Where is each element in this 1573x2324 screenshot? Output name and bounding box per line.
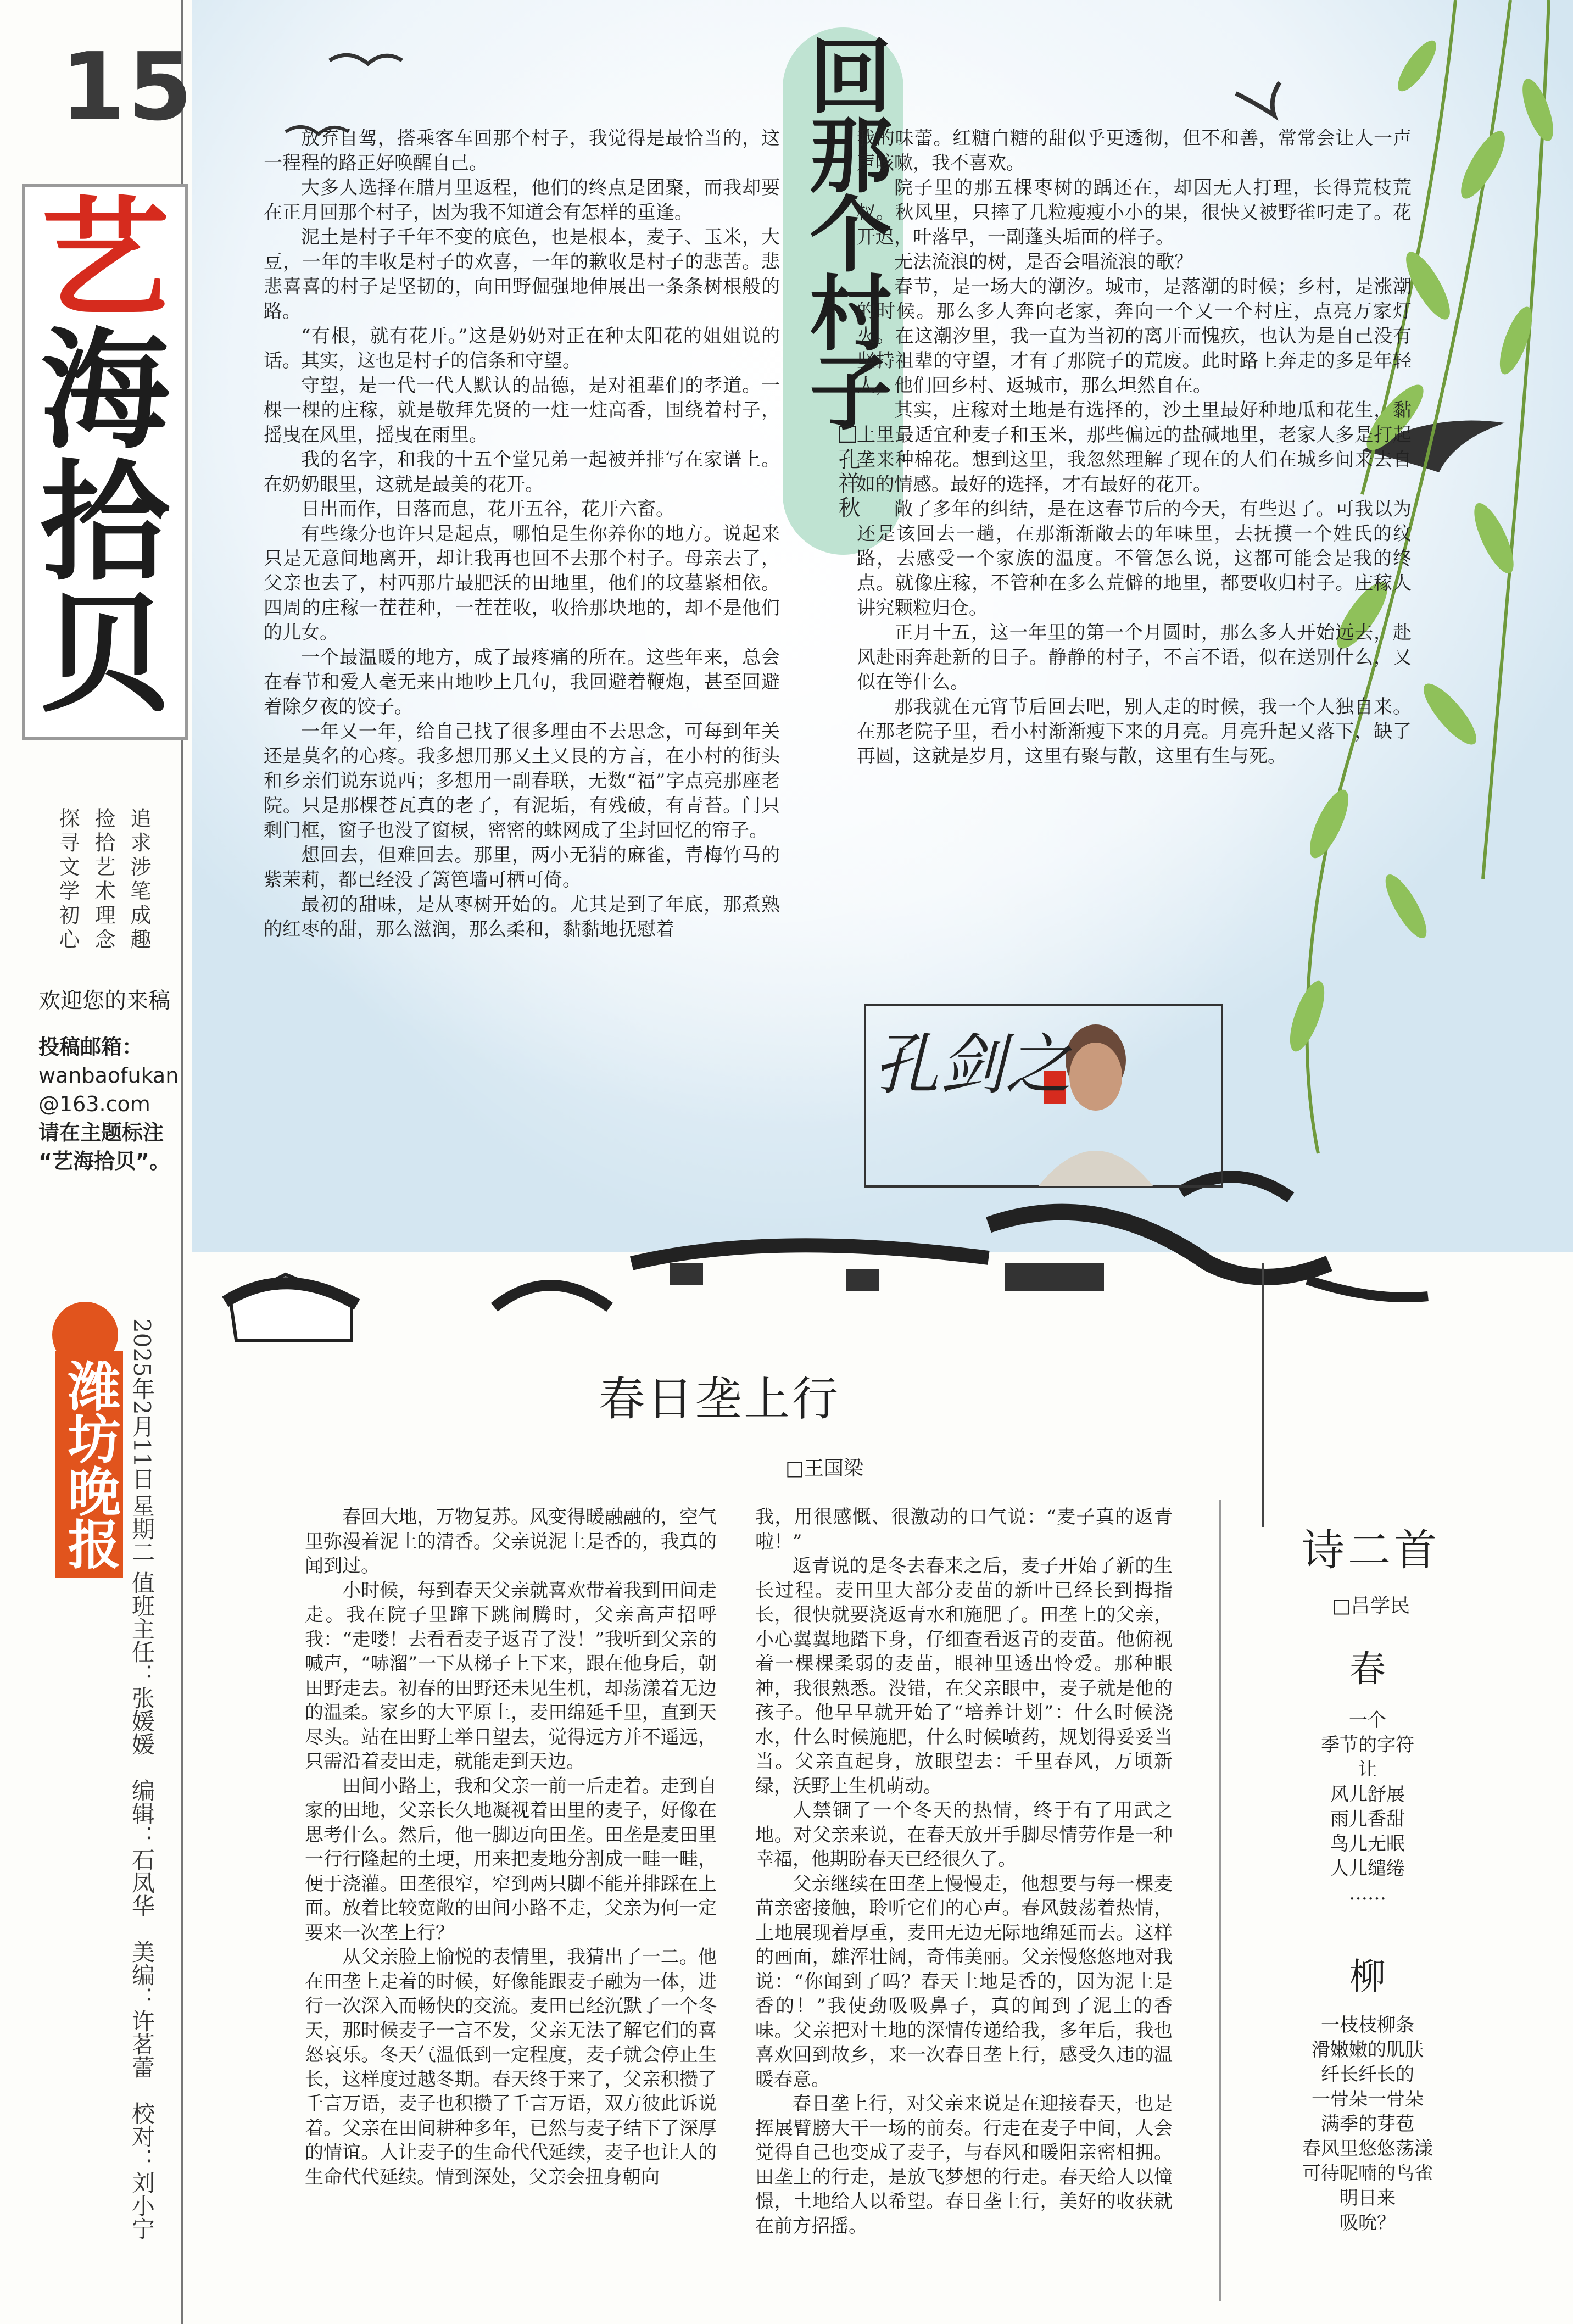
paragraph: 大多人选择在腊月里返程，他们的终点是团聚，而我却要在正月回那个村子，因为我不知道会有怎样的重逢。 — [264, 177, 780, 224]
poem-body — [1258, 1708, 1477, 1906]
staff-credits: 值班主任：张媛媛 编辑：石凤华 美编：许茗蕾 校对：刘小宁 — [129, 1571, 155, 2240]
poem-line: 吸吮？ — [1340, 2212, 1396, 2234]
section-slogan: 追求涉笔成趣 — [127, 807, 151, 952]
article1-title: 回那个村子 — [795, 33, 891, 428]
paragraph: 田间小路上，我和父亲一前一后走着。走到自家的田地，父亲长久地凝视着田里的麦子，好像在思考什么。然后，他一脚迈向田垄。田垄是麦田里一行行隆起的土埂，用来把麦地分割成一畦一畦，便于浇灌。田垄很窄，窄到两只脚不能并排踩在上面。放着比较宽敞的田间小路不走，父亲为何一定要来一次垄上行？ — [305, 1775, 717, 1944]
article1-left-column — [264, 126, 780, 1203]
poem-line: 雨儿香甜 — [1330, 1808, 1405, 1830]
article2-right-column — [755, 1505, 1173, 2296]
paragraph: 想回去，但难回去。那里，两小无猜的麻雀，青梅竹马的紫茉莉，都已经没了篱笆墙可栖可倚。 — [264, 844, 780, 891]
submission-note: “艺海拾贝”。 — [38, 1149, 170, 1173]
paragraph: “有根，就有花开。”这是奶奶对正在种太阳花的姐姐说的话。其实，这也是村子的信条和守望。 — [264, 325, 780, 372]
poem-line: 可待昵喃的鸟雀 — [1302, 2163, 1433, 2184]
paragraph: 敞了多年的纠结，是在这春节后的今天，有些迟了。可我以为还是该回去一趟，在那渐渐敞去的年味里，去抚摸一个姓氏的纹路，去感受一个家族的温度。不管怎么说，这都可能会是我的终点。就像庄稼，不管种在多么荒僻的地里，都要收归村子。庄稼人讲究颗粒归仓。 — [857, 498, 1412, 619]
paragraph: 小时候，每到春天父亲就喜欢带着我到田间走走。我在院子里蹿下跳闹腾时，父亲高声招呼我：“走喽！去看看麦子返青了没！”我听到父亲的喊声，“哧溜”一下从梯子上下来，跟在他身后，朝田野走去。初春的田野还未见生机，却荡漾着无边的温柔。家乡的大平原上，麦田绵延千里，直到天尽头。站在田野上举目望去，觉得远方并不遥远，只需沿着麦田走，就能走到天边。 — [305, 1579, 717, 1773]
paragraph: 我的名字，和我的十五个堂兄弟一起被并排写在家谱上。在奶奶眼里，这就是最美的花开。 — [264, 449, 780, 495]
author-signature: 孔剑之 — [873, 1027, 1071, 1104]
paragraph: 有些缘分也许只是起点，哪怕是生你养你的地方。说起来只是无意间地离开，却让我再也回不去那个村子。母亲去了，父亲也去了，村西那片最肥沃的田地里，他们的坟墓紧相依。四周的庄稼一茬茬种，一茬茬收，收拾那块地的，却不是他们的儿女。 — [264, 523, 780, 644]
section-title-box — [22, 184, 188, 740]
poem-title: 春 — [1349, 1648, 1386, 1690]
poem-line: 风儿舒展 — [1330, 1784, 1405, 1805]
section-title-char: 拾 — [40, 447, 170, 598]
submission-info — [38, 1033, 179, 1175]
section-title-char: 贝 — [40, 578, 170, 730]
page-number: 15 — [60, 33, 195, 142]
section-title-char: 海 — [40, 315, 170, 466]
issue-date: 2025年2月11日 — [129, 1318, 155, 1491]
paragraph: 我，用很感慨、很激动的口气说：“麦子真的返青啦！” — [755, 1506, 1173, 1553]
paragraph: 那我就在元宵节后回去吧，别人走的时候，我一个人独自来。在那老院子里，看小村渐渐瘦下来的月亮。月亮升起又落下，缺了再圆，这就是岁月，这里有聚与散，这里有生与死。 — [857, 696, 1412, 767]
section-slogan: 捡拾艺术理念 — [91, 807, 115, 952]
paragraph: 一年又一年，给自己找了很多理由不去思念，可每到年关还是莫名的心疼。我多想用那又土又艮的方言，在小村的街头和乡亲们说东说西；多想用一副春联，无数“福”字点亮那座老院。只是那棵苍瓦真的老了，有泥垢，有残破，有青苔。门只剩门框，窗子也没了窗棂，密密的蛛网成了尘封回忆的帘子。 — [264, 721, 780, 841]
poem-line: …… — [1349, 1882, 1386, 1904]
poem-line: 滑嫩嫩的肌肤 — [1312, 2039, 1424, 2061]
poem-line: 一个 — [1349, 1709, 1386, 1731]
issue-weekday: 星期二 — [129, 1494, 155, 1563]
email-address-part: @163.com — [38, 1092, 150, 1116]
paragraph: 一个最温暖的地方，成了最疼痛的所在。这些年来，总会在春节和爱人毫无来由地吵上几句，我回避着鞭炮，甚至回避着除夕夜的饺子。 — [264, 647, 780, 718]
poem-line: 一枝枝柳条 — [1321, 2014, 1414, 2036]
newspaper-name: 潍坊晚报 — [55, 1351, 123, 1578]
paragraph: 院子里的那五棵枣树的踽还在，却因无人打理，长得荒枝荒杈。秋风里，只摔了几粒瘦瘦小小的果，很快又被野雀叼走了。花开迟，叶落早，一副蓬头垢面的样子。 — [857, 177, 1412, 248]
article2-left-column — [305, 1505, 717, 2296]
paragraph: 返青说的是冬去春来之后，麦子开始了新的生长过程。麦田里大部分麦苗的新叶已经长到拇指长，很快就要浇返青水和施肥了。田垄上的父亲，小心翼翼地踏下身，仔细查看返青的麦苗。他俯视着一棵棵柔弱的麦苗，眼神里透出怜爱。那种眼神，我很熟悉。没错，在父亲眼中，麦子就是他的孩子。他早早就开始了“培养计划”：什么时候浇水，什么时候施肥，什么时候喷药，规划得妥妥当当。父亲直起身，放眼望去：千里春风，万顷新绿，沃野上生机萌动。 — [755, 1555, 1173, 1797]
poem-line: 一骨朵一骨朵 — [1312, 2088, 1424, 2110]
paragraph: 人禁锢了一个冬天的热情，终于有了用武之地。对父亲来说，在春天放开手脚尽情劳作是一种幸福，他期盼春天已经很久了。 — [755, 1799, 1173, 1870]
article1-author: □孔祥秋 — [835, 420, 860, 520]
article2-title: 春日垄上行 — [599, 1372, 841, 1426]
poem-line: 让 — [1358, 1759, 1377, 1781]
paragraph: 最初的甜味，是从枣树开始的。尤其是到了年底，那煮熟的红枣的甜，那么滋润，那么柔和，黏黏地抚慰着 — [264, 894, 780, 940]
poem-line: 季节的字符 — [1321, 1734, 1414, 1756]
paragraph: 父亲继续在田垄上慢慢走，他想要与每一棵麦苗亲密接触，聆听它们的心声。春风鼓荡着热情，土地展现着厚重，麦田无边无际地绵延而去。这样的画面，雄浑壮阔，奇伟美丽。父亲慢悠悠地对我说：“你闻到了吗？春天土地是香的，因为泥土是香的！”我使劲吸吸鼻子，真的闻到了泥土的香味。父亲把对土地的深情传递给我，多年后，我也喜欢回到故乡，来一次春日垄上行，感受久违的温暖春意。 — [755, 1872, 1173, 2091]
paragraph: 泥土是村子千年不变的底色，也是根本，麦子、玉米，大豆，一年的丰收是村子的欢喜，一年的歉收是村子的悲苦。悲悲喜喜的村子是坚韧的，向田野倔强地伸展出一条条树根般的路。 — [264, 226, 780, 322]
poem-line: 明日来 — [1340, 2187, 1396, 2209]
poems-author: □吕学民 — [1332, 1595, 1410, 1617]
article2-author: □王国梁 — [785, 1457, 864, 1480]
poem-line: 鸟儿无眠 — [1330, 1833, 1405, 1855]
paragraph: 放弃自驾，搭乘客车回那个村子，我觉得是最恰当的，这一程程的路正好唤醒自己。 — [264, 127, 780, 174]
poem-divider — [1219, 1500, 1221, 2301]
poem-line: 纤长纤长的 — [1321, 2064, 1414, 2086]
paragraph: 其实，庄稼对土地是有选择的，沙土里最好种地瓜和花生，黏土里最适宜种麦子和玉米，那些偏远的盐碱地里，老家人多是打起垄来种棉花。想到这里，我忽然理解了现在的人们在城乡间来去自如的情感。最好的选择，才有最好的花开。 — [857, 399, 1412, 495]
poem-line: 春风里悠悠荡漾 — [1302, 2138, 1433, 2160]
welcome-text: 欢迎您的来稿 — [38, 988, 170, 1013]
paragraph: 春节，是一场大的潮汐。城市，是落潮的时候；乡村，是涨潮的时候。那么多人奔向老家，奔向一个又一个村庄，点亮万家灯火。在这潮汐里，我一直为当初的离开而愧疚，也认为是自己没有坚持祖辈的守望，才有了那院子的荒废。此时路上奔走的多是年轻人，他们回乡村、返城市，那么坦然自在。 — [857, 276, 1412, 397]
paragraph: 守望，是一代一代人默认的品德，是对祖辈们的孝道。一棵一棵的庄稼，就是敬拜先贤的一炷一炷高香，围绕着村子，摇曳在风里，摇曳在雨里。 — [264, 375, 780, 446]
article1-right-column — [857, 126, 1412, 1000]
paragraph: 正月十五，这一年里的第一个月圆时，那么多人开始远去，赴风赴雨奔赴新的日子。静静的村子，不言不语，似在送别什么，又似在等什么。 — [857, 622, 1412, 693]
section-slogan: 探寻文学初心 — [55, 807, 80, 952]
submission-note: 请在主题标注 — [38, 1121, 164, 1145]
poem-line: 满季的芽苞 — [1321, 2113, 1414, 2135]
poem-line: 人儿缱绻 — [1330, 1858, 1405, 1880]
email-address-part: wanbaofukan — [38, 1063, 179, 1088]
section-title-char: 艺 — [40, 183, 170, 335]
paragraph: 无法流浪的树，是否会唱流浪的歌？ — [894, 251, 1193, 273]
paragraph: 春日垄上行，对父亲来说是在迎接春天，也是挥展臂膀大干一场的前奏。行走在麦子中间，人会觉得自己也变成了麦子，与春风和暖阳亲密相拥。田垄上的行走，是放飞梦想的行走。春天给人以憧憬，土地给人以希望。春日垄上行，美好的收获就在前方招摇。 — [755, 2093, 1173, 2237]
poem-body — [1258, 2013, 1477, 2236]
paragraph: 从父亲脸上愉悦的表情里，我猜出了一二。他在田垄上走着的时候，好像能跟麦子融为一体，进行一次深入而畅快的交流。麦田已经沉默了一个冬天，那时候麦子一言不发，父亲无法了解它们的喜怒哀乐。冬天气温低到一定程度，麦子就会停止生长，这样度过越冬期。春天终于来了，父亲积攒了千言万语，麦子也积攒了千言万语，双方彼此诉说着。父亲在田间耕种多年，已然与麦子结下了深厚的情谊。人让麦子的生命代代延续，麦子也让人的生命代代延续。情到深处，父亲会扭身朝向 — [305, 1946, 717, 2188]
paragraph: 我的味蕾。红糖白糖的甜似乎更透彻，但不和善，常常会让人一声声咳嗽，我不喜欢。 — [857, 127, 1412, 174]
poem-title: 柳 — [1349, 1955, 1386, 1998]
paragraph: 春回大地，万物复苏。风变得暖融融的，空气里弥漫着泥土的清香。父亲说泥土是香的，我真的闻到过。 — [305, 1506, 717, 1577]
paragraph: 日出而作，日落而息，花开五谷，花开六畜。 — [301, 498, 674, 520]
email-label: 投稿邮箱： — [38, 1035, 143, 1059]
poems-title: 诗二首 — [1302, 1526, 1441, 1575]
